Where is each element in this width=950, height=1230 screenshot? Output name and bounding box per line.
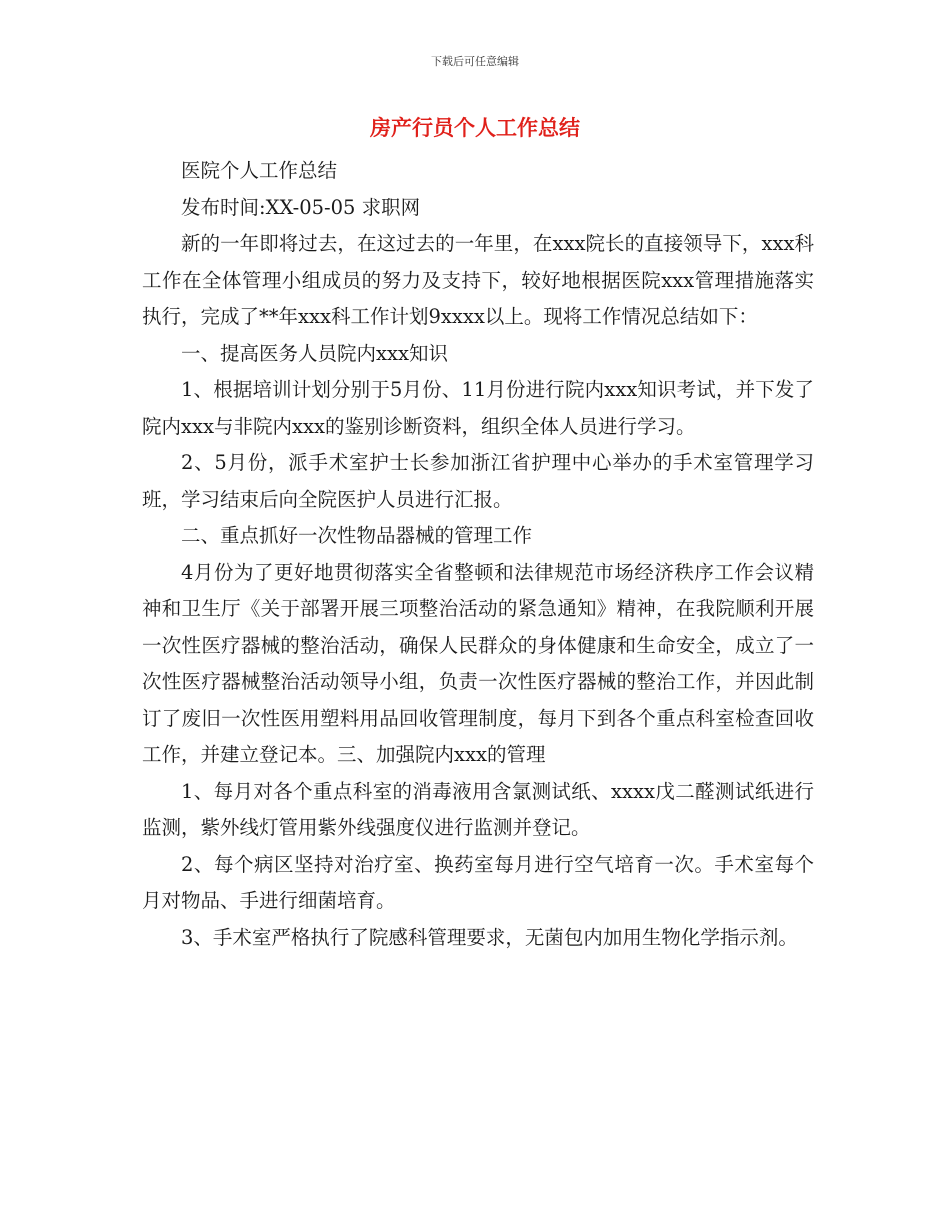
document-body xyxy=(142,153,814,956)
header-note: 下载后可任意编辑 xyxy=(431,55,519,68)
paragraph-item: 3、手术室严格执行了院感科管理要求，无菌包内加用生物化学指示剂。 xyxy=(181,925,798,949)
document-title: 房产行员个人工作总结 xyxy=(370,116,580,140)
paragraph-item: 2、5月份，派手术室护士长参加浙江省护理中心举办的手术室管理学习班，学习结束后向全院医护人员进行汇报。 xyxy=(142,451,814,511)
paragraph-item: 1、根据培训计划分别于5月份、11月份进行院内xxx知识考试，并下发了院内xxx与非院内xxx的鉴别诊断资料，组织全体人员进行学习。 xyxy=(142,378,814,438)
paragraph-item: 4月份为了更好地贯彻落实全省整顿和法律规范市场经济秩序工作会议精神和卫生厅《关于部署开展三项整治活动的紧急通知》精神，在我院顺利开展一次性医疗器械的整治活动，确保人民群众的身体健康和生命安全，成立了一次性医疗器械整治活动领导小组，负责一次性医疗器械的整治工作，并因此制订了废旧一次性医用塑料用品回收管理制度，每月下到各个重点科室检查回收工作，并建立登记本。三、加强院内xxx的管理 xyxy=(142,560,814,766)
paragraph-subtitle: 医院个人工作总结 xyxy=(181,159,338,182)
paragraph-intro: 新的一年即将过去，在这过去的一年里，在xxx院长的直接领导下，xxx科工作在全体管理小组成员的努力及支持下，较好地根据医院xxx管理措施落实执行，完成了**年xxx科工作计划9xxxx以上。现将工作情况总结如下： xyxy=(142,232,814,328)
section-heading-1: 一、提高医务人员院内xxx知识 xyxy=(181,341,448,365)
paragraph-publish-time: 发布时间:XX-05-05 求职网 xyxy=(181,195,421,219)
paragraph-item: 2、每个病区坚持对治疗室、换药室每月进行空气培育一次。手术室每个月对物品、手进行细菌培育。 xyxy=(142,852,814,912)
paragraph-item: 1、每月对各个重点科室的消毒液用含氯测试纸、xxxx戊二醛测试纸进行监测，紫外线灯管用紫外线强度仪进行监测并登记。 xyxy=(142,779,814,839)
section-heading-2: 二、重点抓好一次性物品器械的管理工作 xyxy=(181,524,533,547)
